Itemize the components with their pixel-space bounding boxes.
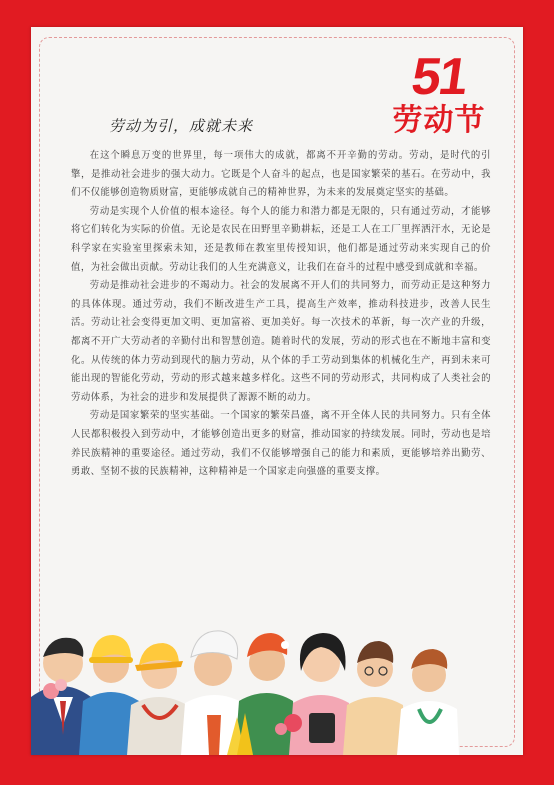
paragraph: 在这个瞬息万变的世界里，每一项伟大的成就，都离不开辛勤的劳动。劳动，是时代的引擎，是推动社会进步的强大动力。它既是个人奋斗的起点，也是国家繁荣的基石。在劳动中，我们不仅能够创造物质财富，更能够成就自己的精神世界，为未来的发展奠定坚实的基础。 xyxy=(71,150,491,199)
worker-figure-6 xyxy=(289,633,351,755)
logo-number: 51 xyxy=(408,48,470,106)
paragraph: 劳动是国家繁荣的坚实基础。一个国家的繁荣昌盛，离不开全体人民的共同努力。只有全体人民都积极投入到劳动中，才能够创造出更多的财富，推动国家的持续发展。同时，劳动也是培养民族精神的重要途径。通过劳动，我们不仅能够增强自己的能力和素质，更能够培养出勤劳、勇敢、坚韧不拔的民族精神，这种精神是一个国家走向强盛的重要支撑。 xyxy=(71,410,491,478)
page-title: 劳动为引，成就未来 xyxy=(109,117,254,135)
worker-figure-7 xyxy=(343,641,405,755)
letter-paper xyxy=(31,27,523,755)
worker-figure-3 xyxy=(127,643,187,755)
labor-day-logo xyxy=(383,48,495,151)
worker-figure-8 xyxy=(397,649,459,755)
logo-text: 劳动节 xyxy=(392,103,486,138)
workers-illustration xyxy=(31,605,523,755)
paragraph: 劳动是推动社会进步的不竭动力。社会的发展离不开人们的共同努力，而劳动正是这种努力的具体体现。通过劳动，我们不断改进生产工具，提高生产效率，推动科技进步，改善人民生活。劳动让社会变得更加文明、更加富裕、更加美好。每一次技术的革新，每一次产业的升级，都离不开广大劳动者的辛勤付出和智慧创造。随着时代的发展，劳动的形式也在不断地丰富和变化。从传统的体力劳动到现代的脑力劳动，从个体的手工劳动到集体的机械化生产，再到未来可能出现的智能化劳动，劳动的形式越来越多样化。这些不同的劳动形式，共同构成了人类社会的劳动体系，为社会的进步和发展提供了源源不断的动力。 xyxy=(71,280,491,403)
article-body xyxy=(71,147,491,482)
paragraph: 劳动是实现个人价值的根本途径。每个人的能力和潜力都是无限的，只有通过劳动，才能够将它们转化为实际的价值。无论是农民在田野里辛勤耕耘，还是工人在工厂里挥洒汗水，无论是科学家在实验室里探索未知，还是教师在教室里传授知识，他们都是通过劳动来实现自己的价值，为社会做出贡献。劳动让我们的人生充满意义，让我们在奋斗的过程中感受到成就和幸福。 xyxy=(71,205,491,273)
